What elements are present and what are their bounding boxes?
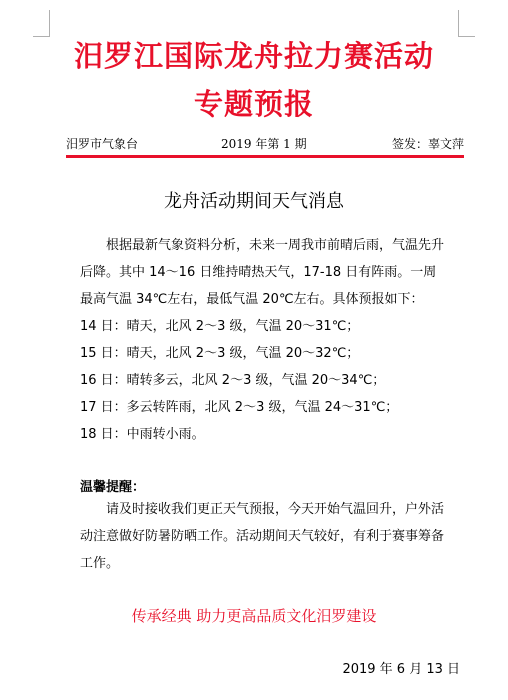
forecast-item: 18 日：中雨转小雨。: [80, 427, 205, 442]
issue-date: 2019 年 6 月 13 日: [342, 662, 460, 677]
forecast-item: 14 日：晴天，北风 2～3 级，气温 20～31℃；: [80, 319, 360, 334]
tip-paragraph: 请及时接收我们更正天气预报，今天开始气温回升，户外活动注意做好防暑防晒工作。活动期间天气较好，有利于赛事筹备工作。: [80, 502, 445, 571]
issue-meta-row: [66, 135, 464, 153]
tip-heading: 温馨提醒：: [80, 480, 146, 495]
document-title: 汨罗江国际龙舟拉力赛活动: [73, 39, 434, 73]
section-title: 龙舟活动期间天气消息: [164, 191, 344, 212]
slogan: 传承经典 助力更高品质文化汨罗建设: [131, 607, 377, 625]
issuer: 汨罗市气象台: [66, 137, 139, 151]
signer: 签发：辜文萍: [391, 137, 464, 151]
forecast-item: 16 日：晴转多云，北风 2～3 级，气温 20～34℃；: [80, 373, 386, 388]
header-divider: [66, 155, 464, 158]
forecast-item: 15 日：晴天，北风 2～3 级，气温 20～32℃；: [80, 346, 360, 361]
forecast-list: [80, 313, 398, 448]
intro-paragraph: 根据最新气象资料分析，未来一周我市前晴后雨，气温先升后降。其中 14～16 日维持晴热天气，17-18 日有阵雨。一周最高气温 34℃左右，最低气温 20℃左右。具体预报如下：: [80, 238, 445, 307]
page-corner-mark-top-left: [33, 10, 50, 37]
issue-number: 2019 年第 1 期: [221, 137, 307, 151]
forecast-item: 17 日：多云转阵雨，北风 2～3 级，气温 24～31℃；: [80, 400, 399, 415]
document-title-line2: 专题预报: [193, 87, 314, 121]
page-corner-mark-top-right: [458, 10, 475, 37]
